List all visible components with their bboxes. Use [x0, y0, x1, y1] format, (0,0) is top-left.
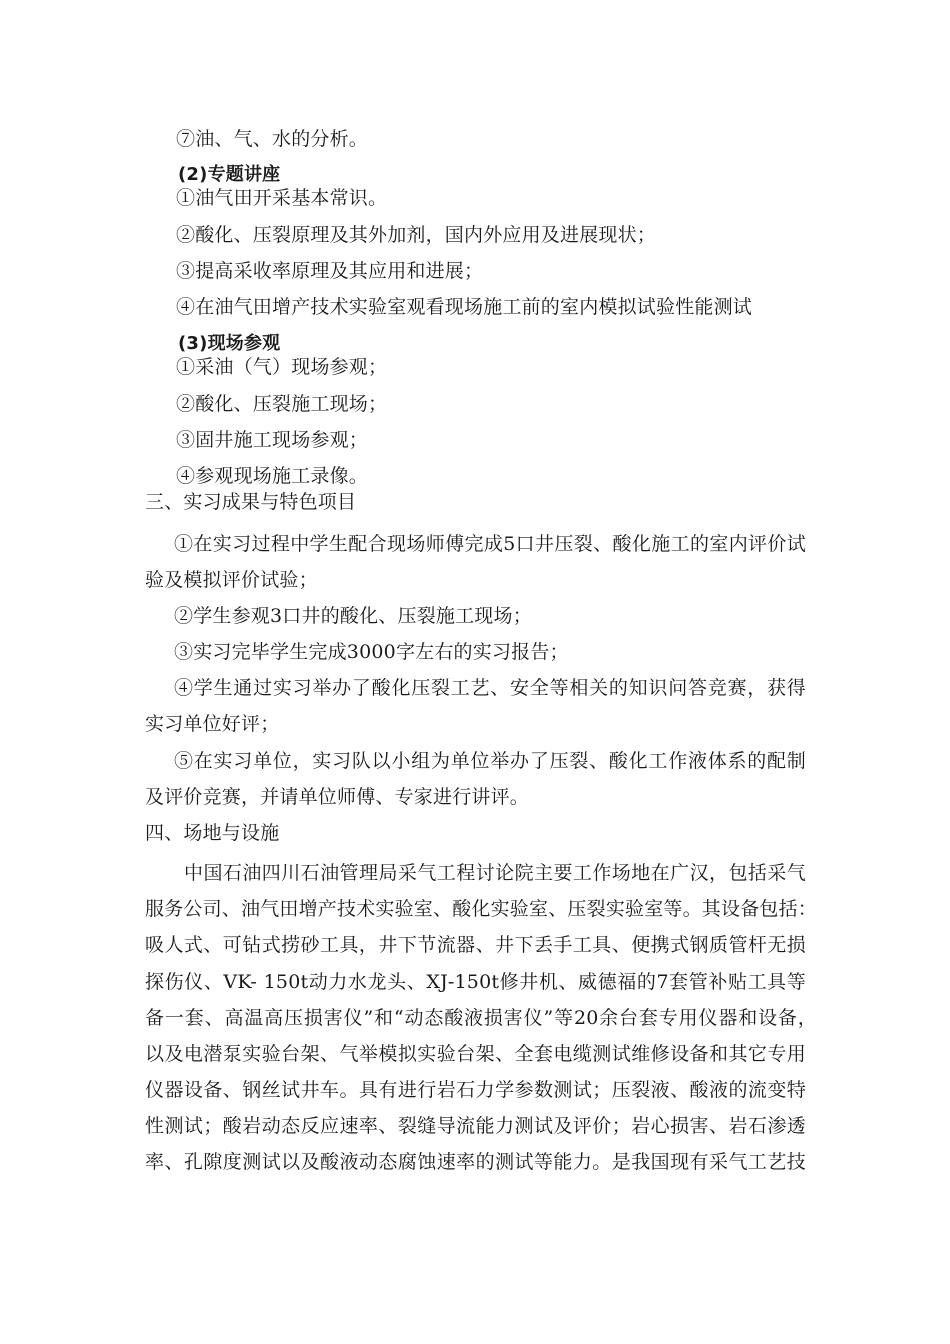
list-item-lecture-3: ③提高采收率原理及其应用和进展； — [176, 260, 484, 282]
section-heading-results: 三、实习成果与特色项目 — [145, 491, 357, 513]
section-heading-facilities: 四、场地与设施 — [145, 822, 280, 844]
paragraph-result-1-line-2: 验及模拟评价试验； — [145, 569, 318, 591]
paragraph-result-4-line-2: 实习单位好评； — [145, 713, 280, 735]
list-item-lecture-1: ①油气田开采基本常识。 — [176, 187, 388, 209]
paragraph-result-5-line-1: ⑤在实习单位，实习队以小组为单位举办了压裂、酸化工作液体系的配制 — [174, 750, 806, 772]
paragraph-facilities-line-8: 性测试；酸岩动态反应速率、裂缝导流能力测试及评价；岩心损害、岩石渗透 — [145, 1115, 806, 1137]
list-item-water-analysis: ⑦油、气、水的分析。 — [176, 128, 369, 150]
paragraph-facilities-line-5: 备一套、高温高压损害仪”和“动态酸液损害仪”等20余台套专用仪器和设备， — [145, 1007, 817, 1029]
paragraph-result-5-line-2: 及评价竞赛，并请单位师傅、专家进行讲评。 — [145, 786, 530, 808]
paragraph-result-3: ③实习完毕学生完成3000字左右的实习报告； — [174, 641, 569, 663]
paragraph-facilities-line-9: 率、孔隙度测试以及酸液动态腐蚀速率的测试等能力。是我国现有采气工艺技 — [145, 1151, 806, 1173]
paragraph-facilities-line-3: 吸人式、可钻式捞砂工具，井下节流器、井下丢手工具、便携式钢质管杆无损 — [145, 934, 806, 956]
list-item-lecture-4: ④在油气田增产技术实验室观看现场施工前的室内模拟试验性能测试 — [176, 296, 753, 318]
subheading-site-visit: (3)现场参观 — [178, 333, 281, 354]
paragraph-facilities-line-6: 以及电潜泵实验台架、气举模拟实验台架、全套电缆测试维修设备和其它专用 — [145, 1043, 806, 1065]
paragraph-facilities-line-1: 中国石油四川石油管理局采气工程讨论院主要工作场地在广汉，包括采气 — [184, 862, 806, 884]
paragraph-result-2: ②学生参观3口井的酸化、压裂施工现场； — [174, 605, 532, 627]
paragraph-facilities-line-2: 服务公司、油气田增产技术实验室、酸化实验室、压裂实验室等。其设备包括： — [145, 898, 818, 920]
paragraph-result-4-line-1: ④学生通过实习举办了酸化压裂工艺、安全等相关的知识问答竞赛，获得 — [174, 677, 806, 699]
list-item-lecture-2: ②酸化、压裂原理及其外加剂，国内外应用及进展现状； — [176, 224, 657, 246]
list-item-visit-4: ④参观现场施工录像。 — [176, 465, 369, 487]
subheading-lectures: (2)专题讲座 — [178, 164, 281, 185]
list-item-visit-2: ②酸化、压裂施工现场； — [176, 393, 388, 415]
list-item-visit-3: ③固井施工现场参观； — [176, 429, 369, 451]
paragraph-facilities-line-4: 探伤仪、VK- 150t动力水龙头、XJ-150t修井机、威德福的7套管补贴工具等 — [145, 971, 806, 993]
paragraph-result-1-line-1: ①在实习过程中学生配合现场师傅完成5口井压裂、酸化施工的室内评价试 — [174, 533, 806, 555]
paragraph-facilities-line-7: 仪器设备、钢丝试井车。具有进行岩石力学参数测试；压裂液、酸液的流变特 — [145, 1079, 806, 1101]
list-item-visit-1: ①采油（气）现场参观； — [176, 356, 388, 378]
